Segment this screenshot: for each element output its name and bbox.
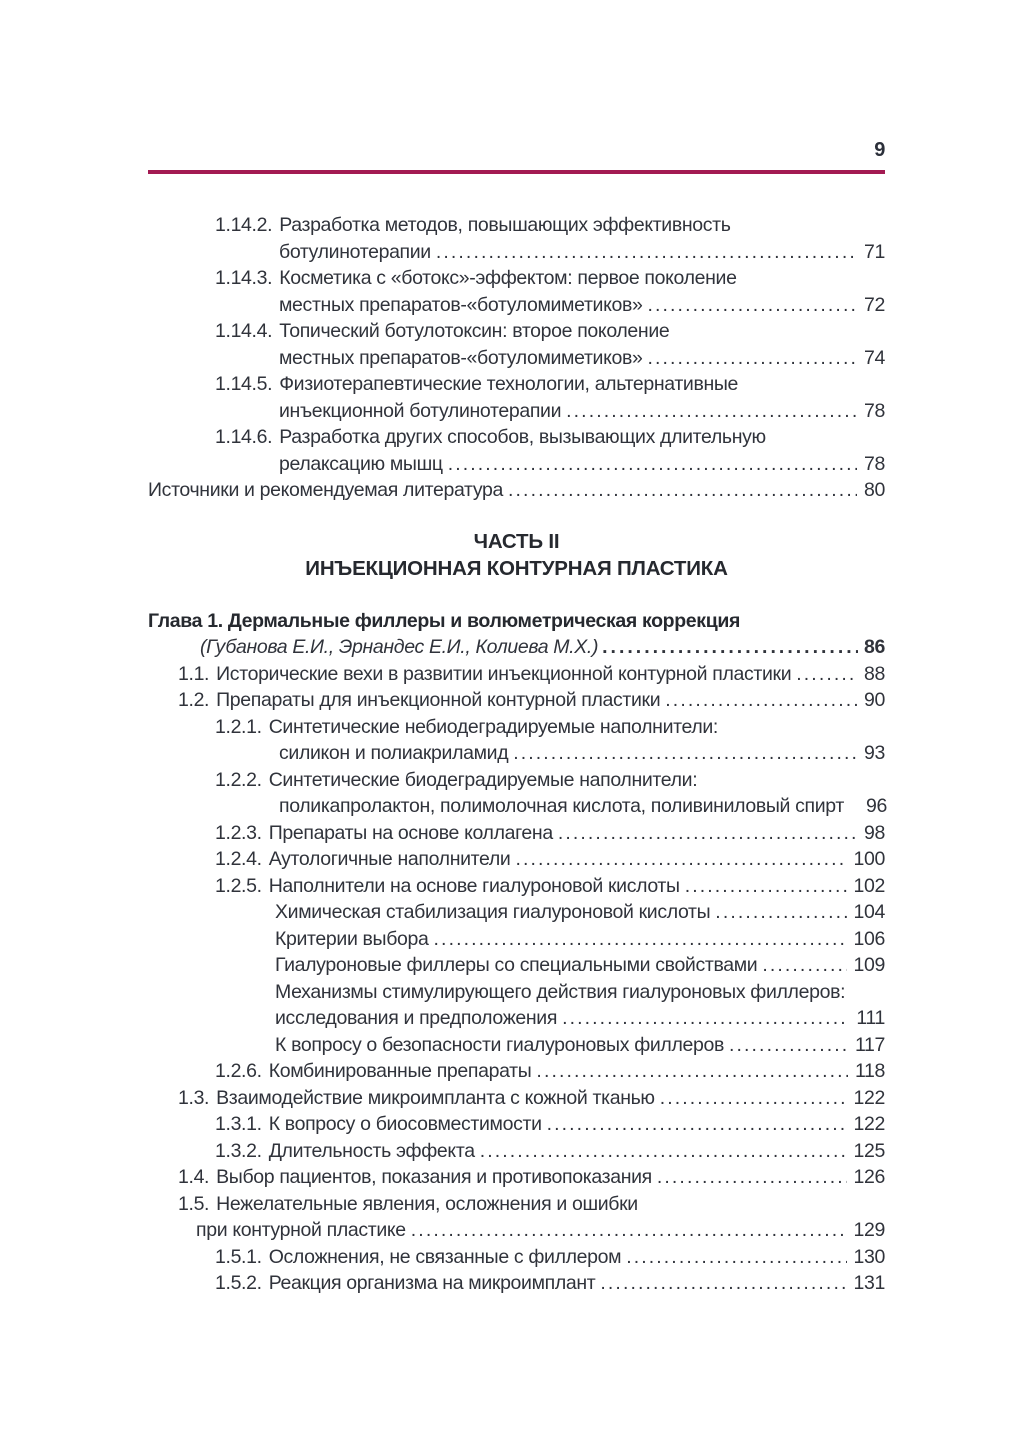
toc-row [148, 1270, 885, 1297]
entry-text: Осложнения, не связанные с филлером [268, 1245, 622, 1268]
dot-leader [558, 820, 857, 847]
page-content [148, 0, 885, 1297]
entry-text: Синтетические небиодеградируемые наполнители: [268, 715, 718, 738]
chapter-authors-row [148, 634, 885, 661]
entry-text: Длительность эффекта [268, 1139, 475, 1162]
entry-page: 129 [853, 1219, 885, 1241]
entry-page: 131 [853, 1272, 885, 1294]
entry-page: 80 [864, 479, 885, 501]
dot-leader [434, 926, 847, 953]
dot-leader [566, 398, 857, 425]
dot-leader [729, 1032, 848, 1059]
chapter-authors: (Губанова Е.И., Эрнандес Е.И., Колиева М.Х.) [200, 636, 599, 658]
entry-text: Источники и рекомендуемая литература [148, 479, 504, 501]
entry-text: поликапролактон, полимолочная кислота, поливиниловый спирт [279, 795, 844, 817]
dot-leader [436, 239, 857, 266]
toc-row [148, 212, 885, 239]
entry-text: релаксацию мышц [279, 452, 443, 475]
dot-leader [762, 952, 846, 979]
entry-text: К вопросу о биосовместимости [268, 1113, 542, 1135]
entry-page: 122 [853, 1113, 885, 1135]
dot-leader [600, 1270, 846, 1297]
entry-page: 125 [853, 1139, 885, 1162]
entry-page: 100 [853, 848, 885, 870]
entry-text: местных препаратов-«ботуломиметиков» [279, 293, 643, 316]
chapter-title-text: Глава 1. Дермальные филлеры и волюметрическая коррекция [148, 609, 741, 632]
entry-page: 74 [864, 346, 885, 369]
entry-number: 1.1. [178, 662, 210, 685]
entry-text: Препараты на основе коллагена [268, 821, 553, 844]
entry-text: Реакция организма на микроимплант [268, 1272, 596, 1294]
dot-leader [647, 292, 857, 319]
entry-text: Разработка других способов, вызывающих длительную [279, 426, 766, 448]
entry-text: исследования и предположения [275, 1007, 558, 1029]
toc-row [148, 661, 885, 688]
toc-row [148, 740, 885, 767]
toc-row [148, 979, 885, 1006]
entry-page: 88 [864, 662, 885, 685]
entry-text: Нежелательные явления, осложнения и ошибки [216, 1192, 638, 1215]
part-heading-line1: ЧАСТЬ II [473, 529, 560, 553]
entry-text: ботулинотерапии [279, 240, 431, 263]
toc-row [148, 1111, 885, 1138]
toc-row [148, 926, 885, 953]
entry-number: 1.14.2. [215, 214, 273, 236]
dot-leader [562, 1005, 849, 1032]
entry-text: Препараты для инъекционной контурной пластики [216, 689, 661, 711]
entry-page: 90 [864, 689, 885, 711]
toc-row [148, 1191, 885, 1218]
entry-page: 98 [864, 821, 885, 844]
toc-row [148, 265, 885, 292]
entry-text: Наполнители на основе гиалуроновой кислоты [268, 874, 680, 897]
chapter-block [148, 608, 885, 661]
dot-leader [448, 451, 857, 478]
toc-row [148, 952, 885, 979]
toc-main-section [148, 661, 885, 1297]
entry-text: Взаимодействие микроимпланта с кожной тканью [216, 1086, 655, 1109]
toc-row [148, 687, 885, 714]
entry-number: 1.2.5. [215, 874, 262, 897]
entry-page: 111 [856, 1007, 885, 1029]
entry-page: 72 [864, 293, 885, 316]
entry-text: Физиотерапевтические технологии, альтернативные [279, 373, 739, 395]
entry-page: 106 [853, 927, 885, 950]
toc-row [148, 371, 885, 398]
entry-number: 1.14.3. [215, 267, 273, 289]
entry-number: 1.2.4. [215, 848, 262, 870]
entry-page: 122 [853, 1086, 885, 1109]
entry-number: 1.3.2. [215, 1139, 262, 1162]
entry-text: при контурной пластике [196, 1219, 406, 1241]
entry-page: 78 [864, 452, 885, 475]
entry-page: 86 [864, 636, 885, 658]
toc-row [148, 1058, 885, 1085]
entry-page: 93 [864, 742, 885, 764]
entry-number: 1.14.4. [215, 320, 273, 342]
entry-number: 1.3.1. [215, 1113, 262, 1135]
page-number: 9 [874, 139, 885, 161]
entry-number: 1.5.2. [215, 1272, 262, 1294]
entry-page: 104 [853, 901, 885, 923]
dot-leader [685, 873, 847, 900]
dot-leader [665, 687, 857, 714]
entry-text: Синтетические биодеградируемые наполнители: [268, 768, 698, 791]
dot-leader [657, 1164, 847, 1191]
toc-row [148, 793, 885, 820]
toc-row [148, 1032, 885, 1059]
dot-leader [626, 1244, 846, 1271]
dot-leader [647, 345, 857, 372]
chapter-title [148, 608, 885, 635]
toc-row [148, 767, 885, 794]
entry-page: 96 [865, 795, 887, 817]
entry-number: 1.2.1. [215, 715, 262, 738]
entry-text: Исторические вехи в развитии инъекционной контурной пластики [216, 662, 792, 685]
toc-row [148, 1217, 885, 1244]
entry-number: 1.14.5. [215, 373, 273, 395]
entry-page: 102 [853, 874, 885, 897]
dot-leader [480, 1138, 847, 1165]
entry-number: 1.14.6. [215, 426, 273, 448]
dot-leader [715, 899, 846, 926]
header-rule [148, 170, 885, 174]
toc-row [148, 398, 885, 425]
page-header [148, 0, 885, 162]
dot-leader [411, 1217, 847, 1244]
dot-leader [515, 846, 846, 873]
toc-row [148, 239, 885, 266]
entry-number: 1.2.3. [215, 821, 262, 844]
toc-row [148, 846, 885, 873]
entry-number: 1.2.6. [215, 1060, 262, 1082]
entry-number: 1.5. [178, 1192, 210, 1215]
entry-text: Критерии выбора [275, 927, 429, 950]
entry-text: Механизмы стимулирующего действия гиалуроновых филлеров: [275, 980, 846, 1003]
toc-row [148, 292, 885, 319]
entry-page: 117 [854, 1033, 885, 1056]
dot-leader [796, 661, 857, 688]
toc-row [148, 820, 885, 847]
toc-row [148, 345, 885, 372]
entry-page: 118 [854, 1060, 885, 1082]
part-heading [148, 528, 885, 582]
entry-text: К вопросу о безопасности гиалуроновых филлеров [275, 1033, 724, 1056]
toc-row [148, 899, 885, 926]
dot-leader [536, 1058, 848, 1085]
entry-page: 78 [864, 399, 885, 422]
toc-row [148, 1085, 885, 1112]
dot-leader [547, 1111, 847, 1138]
entry-text: Аутологичные наполнители [268, 848, 511, 870]
entry-number: 1.3. [178, 1086, 210, 1109]
toc-top-section [148, 212, 885, 504]
entry-text: Косметика с «ботокс»-эффектом: первое поколение [279, 267, 737, 289]
entry-number: 1.2.2. [215, 768, 262, 791]
dot-leader [513, 740, 857, 767]
entry-text: Разработка методов, повышающих эффективность [279, 214, 731, 236]
entry-text: Топический ботулотоксин: второе поколение [279, 320, 670, 342]
toc-row [148, 477, 885, 504]
entry-text: силикон и полиакриламид [279, 742, 509, 764]
entry-text: Гиалуроновые филлеры со специальными свойствами [275, 954, 758, 976]
toc-row [148, 873, 885, 900]
entry-text: местных препаратов-«ботуломиметиков» [279, 346, 643, 369]
dot-leader [602, 634, 858, 661]
entry-text: Выбор пациентов, показания и противопоказания [216, 1166, 652, 1188]
toc-row [148, 1138, 885, 1165]
entry-page: 109 [853, 954, 885, 976]
toc-row [148, 451, 885, 478]
toc-row [148, 1164, 885, 1191]
part-heading-line2: ИНЪЕКЦИОННАЯ КОНТУРНАЯ ПЛАСТИКА [305, 556, 728, 580]
toc-row [148, 424, 885, 451]
entry-number: 1.5.1. [215, 1245, 262, 1268]
entry-text: инъекционной ботулинотерапии [279, 399, 562, 422]
dot-leader [660, 1085, 847, 1112]
entry-page: 130 [853, 1245, 885, 1268]
toc-row [148, 1244, 885, 1271]
entry-text: Комбинированные препараты [268, 1060, 532, 1082]
dot-leader [508, 477, 857, 504]
entry-text: Химическая стабилизация гиалуроновой кислоты [275, 901, 711, 923]
toc-row [148, 714, 885, 741]
entry-page: 126 [853, 1166, 885, 1188]
entry-number: 1.4. [178, 1166, 210, 1188]
toc-row [148, 318, 885, 345]
toc-row [148, 1005, 885, 1032]
entry-number: 1.2. [178, 689, 210, 711]
entry-page: 71 [864, 240, 885, 263]
